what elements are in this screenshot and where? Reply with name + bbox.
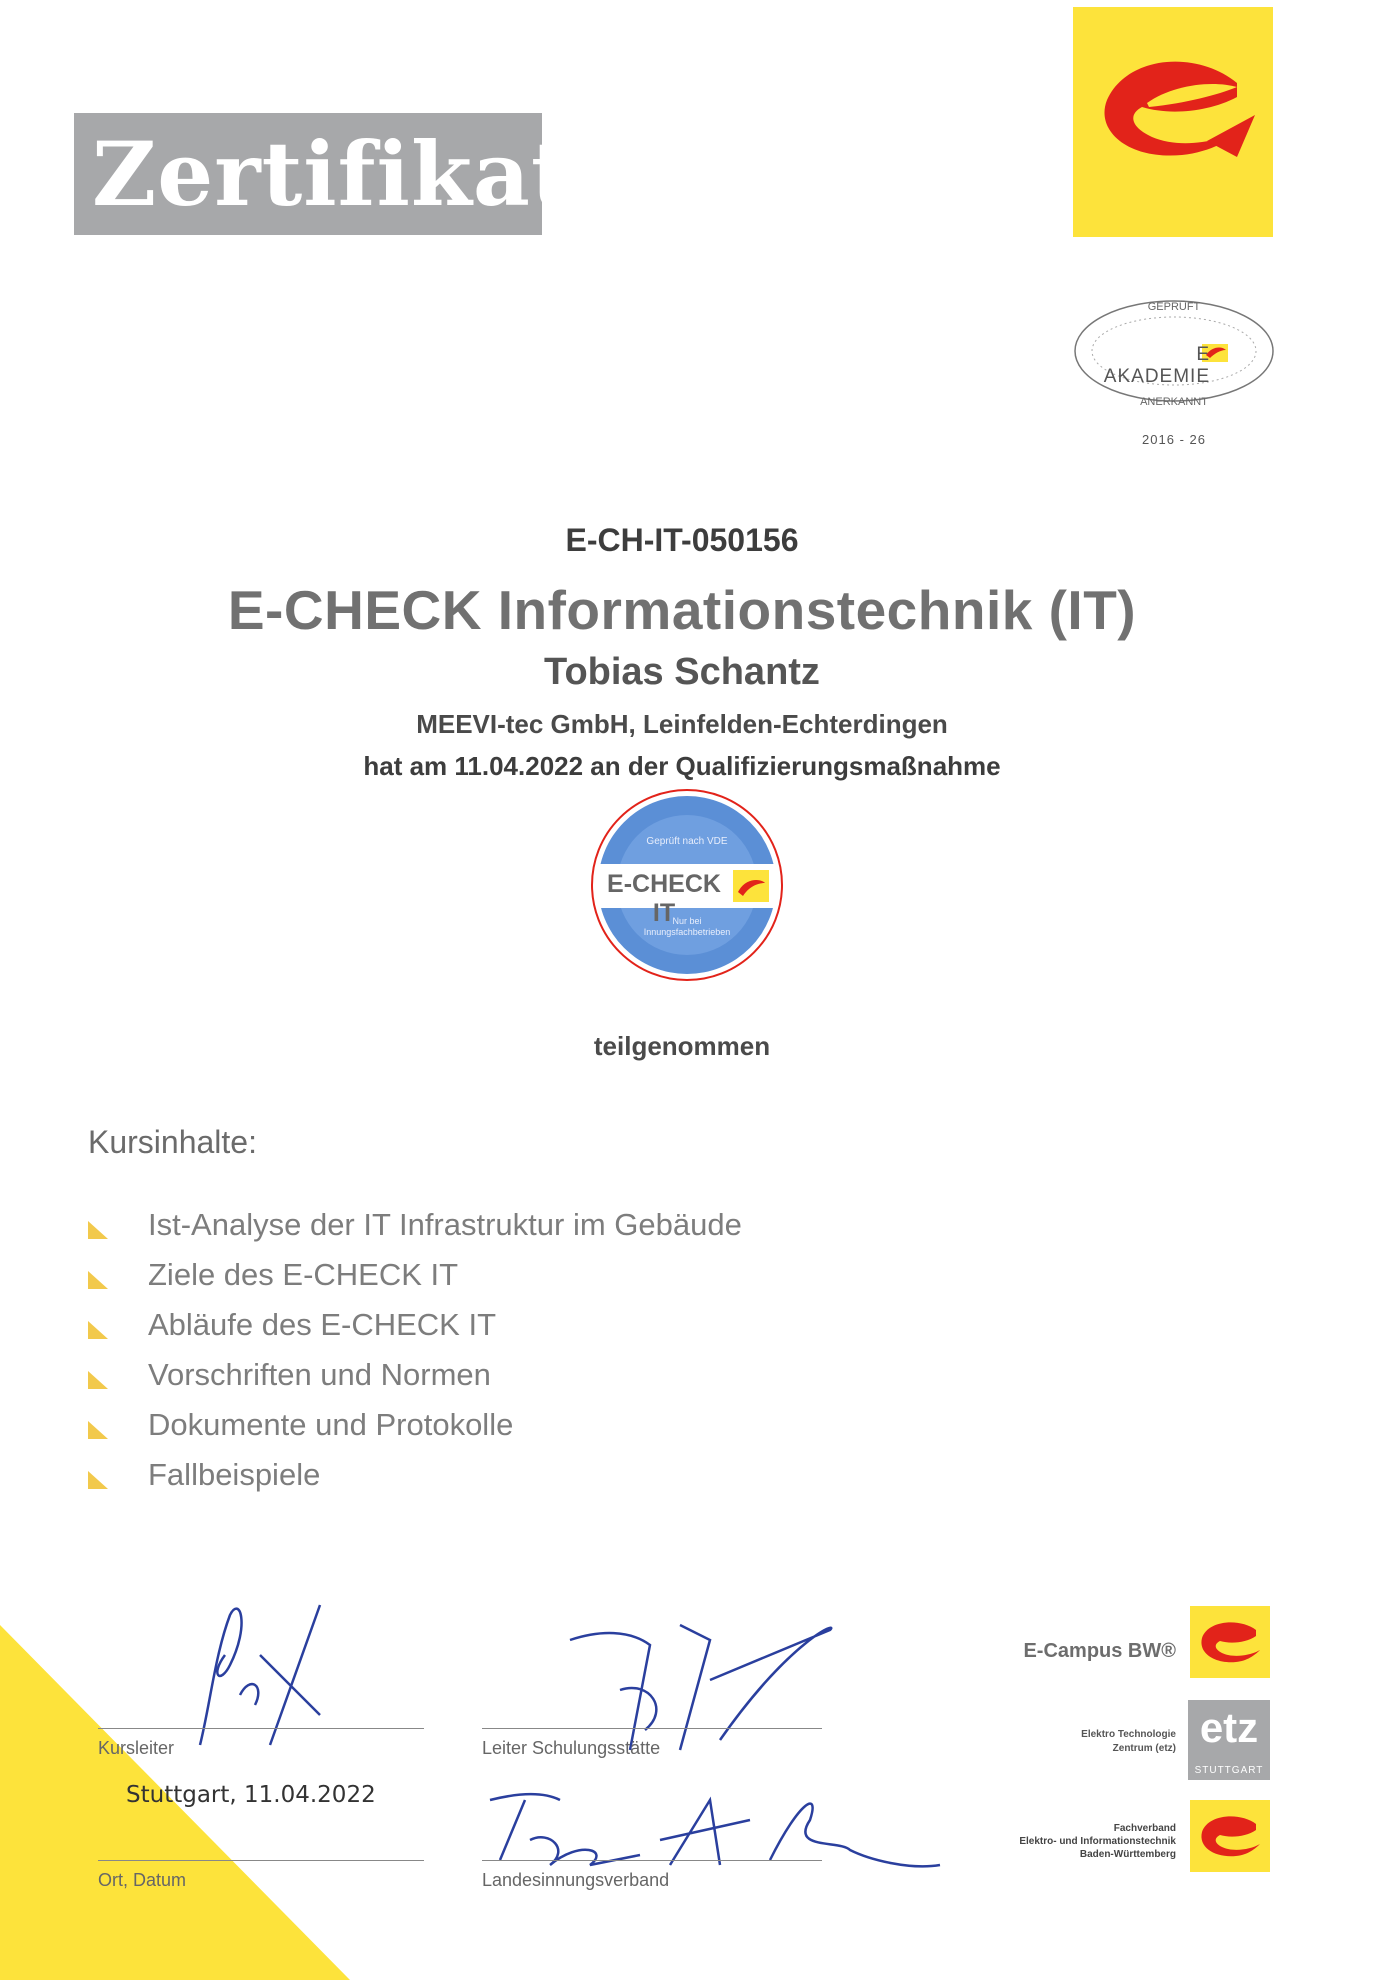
course-leader-label: Kursleiter [98, 1738, 175, 1758]
bullet-arrow-icon [88, 1371, 108, 1389]
course-title: E-CHECK Informationstechnik (IT) [227, 579, 1137, 641]
fachverband-text: Fachverband Elektro- und Informationstechnik Baden-Württemberg [1019, 1823, 1176, 1860]
bullet-arrow-icon [88, 1221, 108, 1239]
etz-logo [1188, 1700, 1270, 1780]
school-leader-label: Leiter Schulungsstätte [482, 1738, 661, 1758]
etz-logo-text: etz [1199, 1704, 1259, 1751]
list-item: Ziele des E-CHECK IT [88, 1250, 742, 1300]
bullet-arrow-icon [88, 1321, 108, 1339]
course-leader-line [98, 1728, 424, 1729]
e-marke-swoosh-icon [1087, 45, 1259, 195]
school-leader-line [482, 1728, 822, 1729]
badge-label: E-CHECK IT [607, 870, 721, 927]
guild-signature-icon [470, 1780, 950, 1880]
place-date: Stuttgart, 11.04.2022 [126, 1782, 376, 1808]
seal-top-text: GEPRÜFT [1147, 301, 1201, 313]
fachverband-swoosh-icon [1196, 1812, 1264, 1862]
participation-date-line: hat am 11.04.2022 an der Qualifizierungsmaßnahme [363, 751, 1001, 781]
seal-years: 2016 - 26 [1142, 432, 1206, 447]
course-leader-signature-icon [170, 1595, 340, 1755]
fachverband-logo [1190, 1800, 1270, 1872]
list-item: Dokumente und Protokolle [88, 1400, 742, 1450]
place-date-label: Ort, Datum [98, 1870, 187, 1890]
seal-name: E AKADEMIE [1103, 344, 1210, 387]
ecampus-label: E-Campus BW® [1023, 1640, 1176, 1662]
list-item: Ist-Analyse der IT Infrastruktur im Gebäude [88, 1200, 742, 1250]
list-item: Vorschriften und Normen [88, 1350, 742, 1400]
seal-bottom-text: ANERKANNT [1140, 396, 1208, 408]
etz-text: Elektro Technologie Zentrum (etz) [1081, 1729, 1176, 1754]
contents-list [88, 1200, 742, 1500]
contents-heading: Kursinhalte: [88, 1124, 257, 1160]
ecampus-logo [1190, 1606, 1270, 1678]
e-check-it-badge [590, 788, 784, 982]
badge-bottom-text: Nur bei Innungsfachbetrieben [643, 916, 731, 937]
bullet-arrow-icon [88, 1421, 108, 1439]
guild-line [482, 1860, 822, 1861]
guild-label: Landesinnungsverband [482, 1870, 670, 1890]
certificate-number: E-CH-IT-050156 [565, 522, 799, 558]
bullet-arrow-icon [88, 1271, 108, 1289]
e-marke-logo [1073, 7, 1273, 237]
list-item: Fallbeispiele [88, 1450, 742, 1500]
company-name: MEEVI-tec GmbH, Leinfelden-Echterdingen [416, 709, 948, 739]
place-date-line [98, 1860, 424, 1861]
participated-text: teilgenommen [593, 1031, 771, 1061]
participant-name: Tobias Schantz [544, 651, 820, 693]
bullet-arrow-icon [88, 1471, 108, 1489]
list-item: Abläufe des E-CHECK IT [88, 1300, 742, 1350]
certificate-title: Zertifikat [74, 113, 542, 235]
ecampus-swoosh-icon [1196, 1618, 1264, 1668]
etz-city: STUTTGART [1194, 1765, 1264, 1776]
badge-top-text: Geprüft nach VDE [646, 836, 728, 847]
